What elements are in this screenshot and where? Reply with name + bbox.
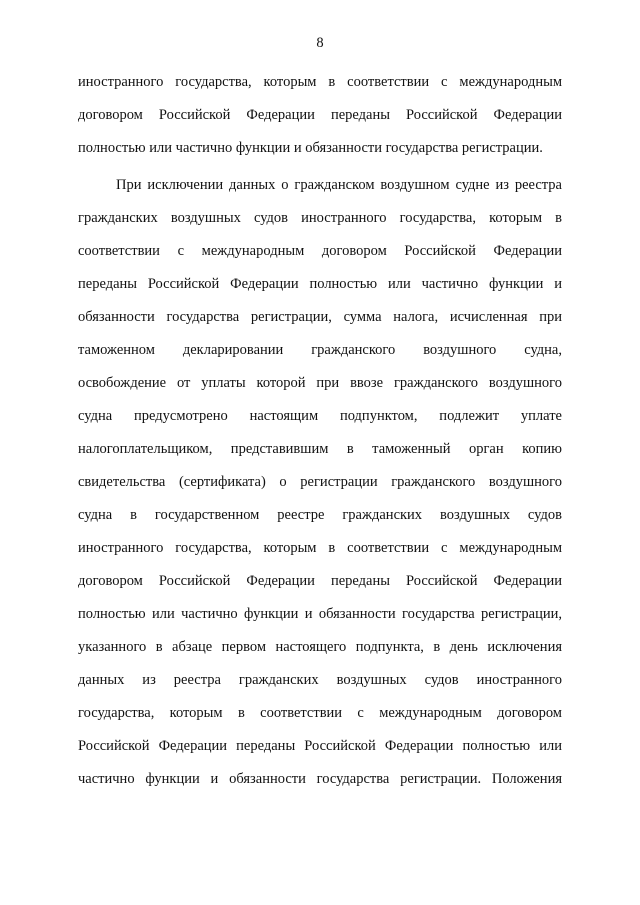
text-line: полностью или частично функции и обязанности государства регистрации, bbox=[78, 606, 562, 622]
text-line: гражданских воздушных судов иностранного государства, которым в bbox=[78, 210, 562, 226]
text-line: Российской Федерации переданы Российской Федерации полностью или bbox=[78, 738, 562, 754]
text-line: переданы Российской Федерации полностью или частично функции и bbox=[78, 276, 562, 292]
text-line: соответствии с международным договором Российской Федерации bbox=[78, 243, 562, 259]
text-line: таможенном декларировании гражданского воздушного судна, bbox=[78, 342, 562, 358]
text-line: государства, которым в соответствии с международным договором bbox=[78, 705, 562, 721]
text-line: иностранного государства, которым в соответствии с международным bbox=[78, 74, 562, 90]
text-line: судна предусмотрено настоящим подпунктом, подлежит уплате bbox=[78, 408, 562, 424]
text-line: освобождение от уплаты которой при ввозе гражданского воздушного bbox=[78, 375, 562, 391]
text-line: налогоплательщиком, представившим в таможенный орган копию bbox=[78, 441, 562, 457]
text-line: договором Российской Федерации переданы Российской Федерации bbox=[78, 107, 562, 123]
text-line: судна в государственном реестре гражданских воздушных судов bbox=[78, 507, 562, 523]
text-line: договором Российской Федерации переданы Российской Федерации bbox=[78, 573, 562, 589]
text-line: полностью или частично функции и обязанности государства регистрации. bbox=[78, 140, 543, 156]
page-number: 8 bbox=[316, 35, 324, 51]
text-line: указанного в абзаце первом настоящего подпункта, в день исключения bbox=[78, 639, 562, 655]
text-line: иностранного государства, которым в соответствии с международным bbox=[78, 540, 562, 556]
text-line: данных из реестра гражданских воздушных судов иностранного bbox=[78, 672, 562, 688]
paragraph-first-line: При исключении данных о гражданском воздушном судне из реестра bbox=[116, 177, 562, 193]
text-line: частично функции и обязанности государства регистрации. Положения bbox=[78, 771, 562, 787]
text-line: обязанности государства регистрации, сумма налога, исчисленная при bbox=[78, 309, 562, 325]
text-line: свидетельства (сертификата) о регистрации гражданского воздушного bbox=[78, 474, 562, 490]
